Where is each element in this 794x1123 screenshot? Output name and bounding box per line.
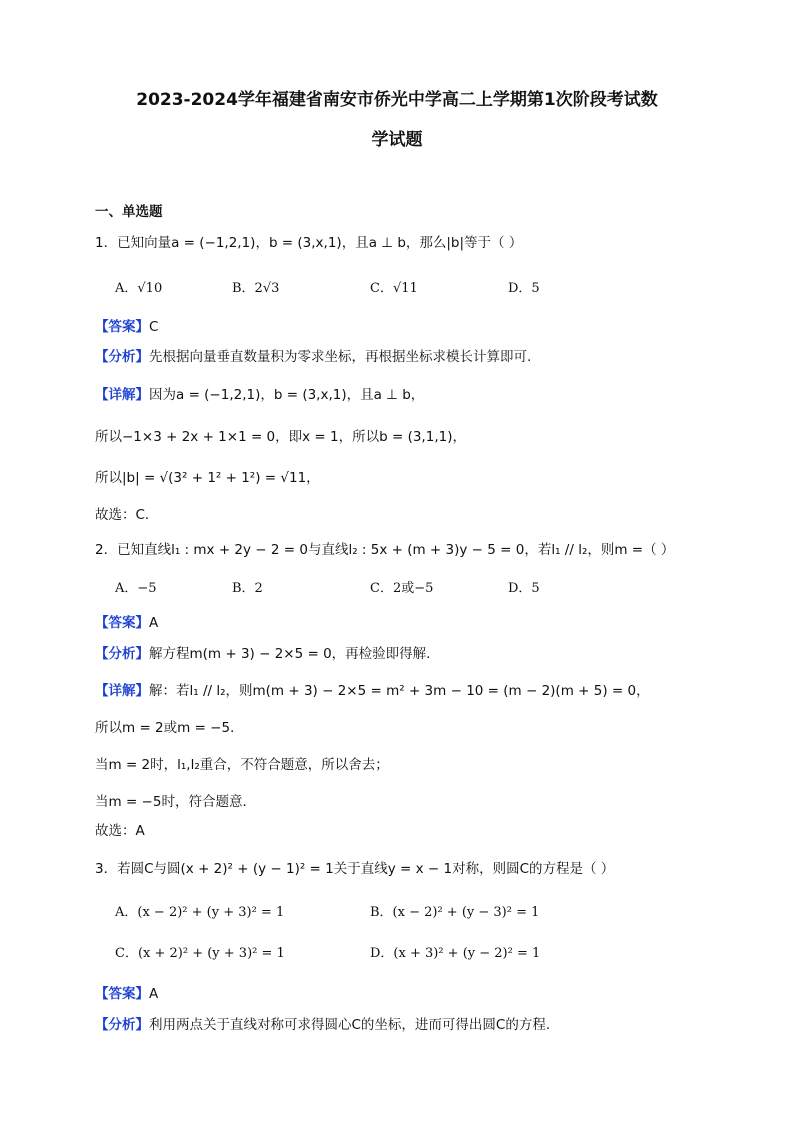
- document-title-line-2: 学试题: [371, 130, 423, 150]
- question-2-step-1: 所以m = 2或m = −5．: [95, 720, 244, 736]
- answer-tag: 【答案】: [95, 986, 149, 1002]
- question-2-answer-row: [95, 614, 158, 632]
- question-1-step-2: 所以|b| = √(3² + 1² + 1²) = √11，: [95, 470, 320, 486]
- question-2-stem: 2．已知直线l₁ : mx + 2y − 2 = 0与直线l₂ : 5x + (m + 3)y − 5 = 0，若l₁ // l₂，则m =（ ）: [95, 542, 675, 558]
- question-3-answer: A: [149, 986, 159, 1002]
- question-3-analysis-row: [95, 1016, 550, 1034]
- question-3-option-a: A．(x − 2)² + (y + 3)² = 1: [115, 905, 285, 920]
- question-2-answer: A: [149, 615, 159, 631]
- question-2-option-c: C．2或−5: [370, 581, 434, 596]
- question-1-analysis: 先根据向量垂直数量积为零求坐标，再根据坐标求模长计算即可.: [149, 349, 532, 365]
- question-1-detail-row: [95, 386, 424, 404]
- question-1-conclusion: 故选：C．: [95, 507, 159, 523]
- question-2-analysis: 解方程m(m + 3) − 2×5 = 0，再检验即得解.: [149, 646, 431, 662]
- question-1-option-b: B．2√3: [232, 281, 280, 296]
- detail-tag: 【详解】: [95, 683, 149, 699]
- question-3-answer-row: [95, 985, 158, 1003]
- question-2-option-d: D．5: [508, 581, 540, 596]
- question-2-option-b: B．2: [232, 581, 263, 596]
- question-3-analysis: 利用两点关于直线对称可求得圆心C的坐标，进而可得出圆C的方程.: [149, 1017, 551, 1033]
- question-2-conclusion: 故选：A: [95, 823, 145, 839]
- question-2-option-a: A．−5: [115, 581, 157, 596]
- detail-tag: 【详解】: [95, 387, 149, 403]
- analysis-tag: 【分析】: [95, 646, 149, 662]
- question-2-detail-row: [95, 682, 650, 700]
- question-1-stem: 1．已知向量a = (−1,2,1)，b = (3,x,1)，且a ⊥ b，那么|b|等于（ ）: [95, 235, 523, 251]
- answer-tag: 【答案】: [95, 615, 149, 631]
- question-1-option-d: D．5: [508, 281, 540, 296]
- question-3-option-c: C．(x + 2)² + (y + 3)² = 1: [115, 946, 285, 961]
- analysis-tag: 【分析】: [95, 1017, 149, 1033]
- question-1-step-1: 所以−1×3 + 2x + 1×1 = 0，即x = 1，所以b = (3,1,1)，: [95, 429, 466, 445]
- question-2-step-3: 当m = −5时，符合题意．: [95, 794, 256, 810]
- question-2-detail: 解：若l₁ // l₂，则m(m + 3) − 2×5 = m² + 3m − 10 = (m − 2)(m + 5) = 0，: [149, 683, 650, 699]
- question-1-answer: C: [149, 319, 159, 335]
- question-2-analysis-row: [95, 645, 430, 663]
- document-title-line-1: 2023-2024学年福建省南安市侨光中学高二上学期第1次阶段考试数: [136, 90, 658, 110]
- question-3-stem: 3．若圆C与圆(x + 2)² + (y − 1)² = 1关于直线y = x − 1对称，则圆C的方程是（ ）: [95, 861, 615, 877]
- question-1-detail: 因为a = (−1,2,1)，b = (3,x,1)，且a ⊥ b，: [149, 387, 425, 403]
- section-heading: 一、单选题: [95, 204, 163, 220]
- question-2-step-2: 当m = 2时，l₁,l₂重合，不符合题意，所以舍去；: [95, 757, 389, 773]
- answer-tag: 【答案】: [95, 319, 149, 335]
- question-1-analysis-row: [95, 348, 531, 366]
- question-1-option-c: C．√11: [370, 281, 418, 296]
- question-3-option-d: D．(x + 3)² + (y − 2)² = 1: [370, 946, 541, 961]
- question-3-option-b: B．(x − 2)² + (y − 3)² = 1: [370, 905, 540, 920]
- question-1-answer-row: [95, 318, 158, 336]
- analysis-tag: 【分析】: [95, 349, 149, 365]
- question-1-option-a: A．√10: [115, 281, 163, 296]
